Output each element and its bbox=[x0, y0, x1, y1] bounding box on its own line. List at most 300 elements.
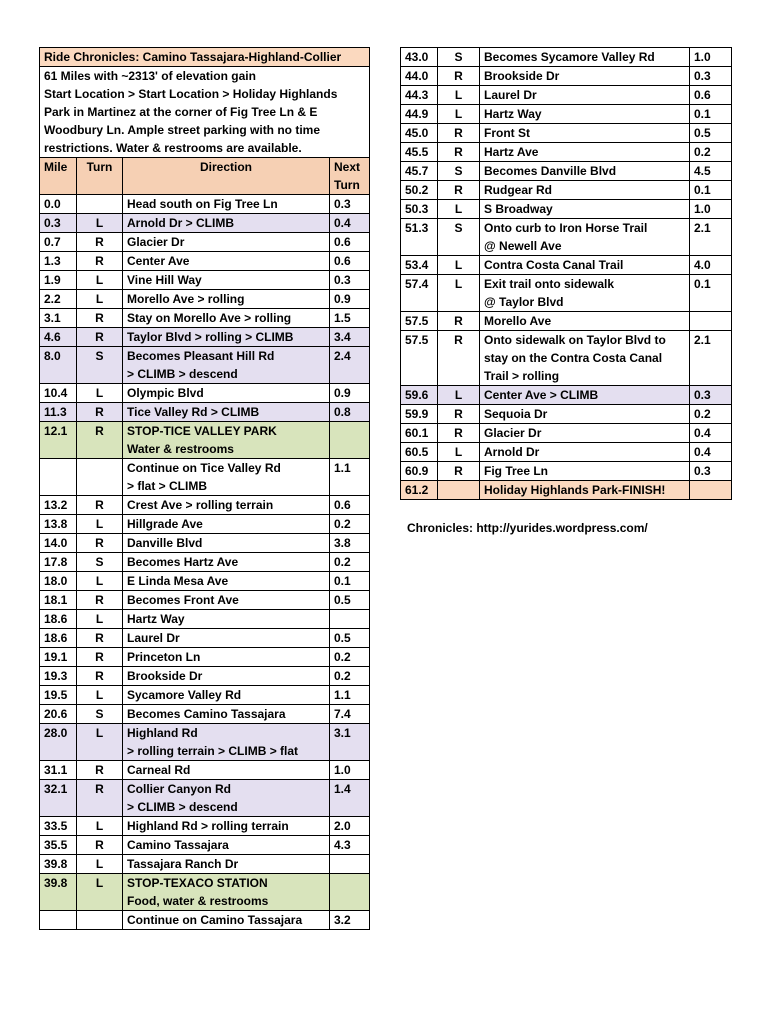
cue-turn: S bbox=[438, 48, 480, 67]
cue-mile: 59.6 bbox=[401, 386, 438, 405]
cue-row bbox=[40, 648, 370, 667]
cue-direction-line: Camino Tassajara bbox=[127, 838, 229, 852]
cue-turn: L bbox=[438, 86, 480, 105]
cue-mile: 13.2 bbox=[40, 496, 77, 515]
header-turn: Turn bbox=[77, 158, 123, 195]
cue-direction bbox=[123, 403, 330, 422]
cue-direction-line: Carneal Rd bbox=[127, 763, 191, 777]
cue-direction bbox=[123, 347, 330, 384]
cue-direction-line: > flat > CLIMB bbox=[127, 479, 208, 493]
cue-next-turn: 1.0 bbox=[330, 761, 370, 780]
cue-row bbox=[401, 105, 732, 124]
cue-next-turn: 1.1 bbox=[330, 459, 370, 496]
cue-row bbox=[401, 405, 732, 424]
cue-direction bbox=[123, 572, 330, 591]
cue-row bbox=[40, 309, 370, 328]
cue-next-turn: 3.1 bbox=[330, 724, 370, 761]
cue-direction bbox=[480, 424, 690, 443]
cue-direction bbox=[480, 48, 690, 67]
cue-mile: 57.5 bbox=[401, 331, 438, 386]
cue-next-turn: 3.4 bbox=[330, 328, 370, 347]
cue-direction bbox=[123, 214, 330, 233]
cue-mile: 43.0 bbox=[401, 48, 438, 67]
cue-row bbox=[40, 195, 370, 214]
cue-direction-line: E Linda Mesa Ave bbox=[127, 574, 229, 588]
cue-direction-line: > CLIMB > descend bbox=[127, 800, 238, 814]
cue-turn: R bbox=[438, 124, 480, 143]
cue-direction-line: Taylor Blvd > rolling > CLIMB bbox=[127, 330, 294, 344]
cue-direction bbox=[480, 386, 690, 405]
cue-direction bbox=[480, 181, 690, 200]
cue-mile: 51.3 bbox=[401, 219, 438, 256]
cue-direction bbox=[480, 143, 690, 162]
cue-row bbox=[401, 424, 732, 443]
cue-direction-line: @ Newell Ave bbox=[484, 239, 562, 253]
cue-row bbox=[401, 275, 732, 312]
cue-row bbox=[40, 761, 370, 780]
cue-mile: 59.9 bbox=[401, 405, 438, 424]
cue-row bbox=[401, 48, 732, 67]
cue-next-turn: 0.6 bbox=[330, 233, 370, 252]
cue-next-turn bbox=[330, 874, 370, 911]
cue-direction bbox=[123, 534, 330, 553]
cue-next-turn: 1.0 bbox=[690, 200, 732, 219]
cue-row bbox=[40, 403, 370, 422]
cue-direction bbox=[480, 405, 690, 424]
cue-direction-line: @ Taylor Blvd bbox=[484, 295, 564, 309]
cue-row bbox=[401, 312, 732, 331]
cue-next-turn: 2.4 bbox=[330, 347, 370, 384]
cue-direction-line: S Broadway bbox=[484, 202, 553, 216]
cue-row bbox=[401, 143, 732, 162]
cue-sheet-right-body bbox=[401, 48, 732, 500]
cue-mile: 31.1 bbox=[40, 761, 77, 780]
cue-turn: R bbox=[77, 761, 123, 780]
cue-row bbox=[40, 686, 370, 705]
info-line: Start Location > Start Location > Holiday Highlands bbox=[44, 87, 338, 101]
cue-turn: L bbox=[77, 572, 123, 591]
cue-turn: R bbox=[77, 534, 123, 553]
cue-next-turn: 7.4 bbox=[330, 705, 370, 724]
cue-mile: 61.2 bbox=[401, 481, 438, 500]
cue-direction-line: Sycamore Valley Rd bbox=[127, 688, 242, 702]
cue-direction-line: Becomes Hartz Ave bbox=[127, 555, 239, 569]
cue-turn: R bbox=[77, 667, 123, 686]
cue-direction bbox=[123, 459, 330, 496]
cue-next-turn: 0.2 bbox=[330, 515, 370, 534]
cue-row bbox=[401, 481, 732, 500]
cue-turn: R bbox=[438, 405, 480, 424]
cue-next-turn: 0.2 bbox=[330, 648, 370, 667]
cue-next-turn: 0.4 bbox=[690, 424, 732, 443]
cue-mile bbox=[40, 911, 77, 930]
chronicles-link-text: Chronicles: http://yurides.wordpress.com/ bbox=[407, 521, 648, 535]
cue-mile: 39.8 bbox=[40, 855, 77, 874]
cue-turn: S bbox=[438, 219, 480, 256]
cue-row bbox=[40, 705, 370, 724]
cue-row bbox=[40, 271, 370, 290]
cue-row bbox=[401, 331, 732, 386]
cue-turn: R bbox=[77, 780, 123, 817]
cue-direction-line: Morello Ave > rolling bbox=[127, 292, 245, 306]
cue-turn: L bbox=[438, 105, 480, 124]
cue-direction-line: Head south on Fig Tree Ln bbox=[127, 197, 278, 211]
cue-turn: R bbox=[77, 328, 123, 347]
cue-row bbox=[40, 591, 370, 610]
cue-turn: R bbox=[438, 424, 480, 443]
cue-direction-line: Becomes Sycamore Valley Rd bbox=[484, 50, 655, 64]
cue-row bbox=[40, 459, 370, 496]
cue-mile: 17.8 bbox=[40, 553, 77, 572]
cue-direction bbox=[123, 667, 330, 686]
cue-mile: 32.1 bbox=[40, 780, 77, 817]
cue-turn: L bbox=[77, 855, 123, 874]
cue-turn bbox=[77, 195, 123, 214]
cue-next-turn: 2.1 bbox=[690, 219, 732, 256]
cue-direction-line: > CLIMB > descend bbox=[127, 367, 238, 381]
cue-next-turn: 0.6 bbox=[330, 252, 370, 271]
cue-direction bbox=[123, 817, 330, 836]
cue-direction-line: Onto curb to Iron Horse Trail bbox=[484, 221, 648, 235]
cue-direction bbox=[123, 610, 330, 629]
cue-direction bbox=[123, 780, 330, 817]
cue-turn: L bbox=[438, 386, 480, 405]
cue-direction bbox=[123, 874, 330, 911]
cue-turn: R bbox=[438, 143, 480, 162]
cue-row bbox=[40, 290, 370, 309]
cue-mile: 0.3 bbox=[40, 214, 77, 233]
cue-direction-line: Tice Valley Rd > CLIMB bbox=[127, 405, 260, 419]
cue-mile: 60.9 bbox=[401, 462, 438, 481]
cue-direction-line: Hartz Way bbox=[484, 107, 542, 121]
cue-next-turn: 2.1 bbox=[690, 331, 732, 386]
cue-row bbox=[401, 86, 732, 105]
cue-sheet-left bbox=[39, 47, 370, 930]
cue-direction-line: Fig Tree Ln bbox=[484, 464, 549, 478]
info-line: Park in Martinez at the corner of Fig Tree Ln & E bbox=[44, 105, 318, 119]
cue-turn: L bbox=[77, 817, 123, 836]
cue-turn: L bbox=[77, 515, 123, 534]
cue-direction-line: Sequoia Dr bbox=[484, 407, 548, 421]
cue-turn: R bbox=[77, 233, 123, 252]
cue-direction-line: Continue on Camino Tassajara bbox=[127, 913, 303, 927]
cue-direction bbox=[480, 162, 690, 181]
cue-row bbox=[40, 553, 370, 572]
cue-next-turn: 0.5 bbox=[330, 629, 370, 648]
cue-turn: S bbox=[77, 347, 123, 384]
cue-next-turn: 0.1 bbox=[690, 105, 732, 124]
cue-turn: L bbox=[77, 271, 123, 290]
cue-next-turn: 0.8 bbox=[330, 403, 370, 422]
cue-mile: 18.0 bbox=[40, 572, 77, 591]
cue-direction-line: Vine Hill Way bbox=[127, 273, 202, 287]
cue-direction-line: Morello Ave bbox=[484, 314, 552, 328]
cue-direction bbox=[123, 496, 330, 515]
cue-direction-line: Hartz Way bbox=[127, 612, 185, 626]
cue-direction-line: Exit trail onto sidewalk bbox=[484, 277, 615, 291]
cue-row bbox=[40, 214, 370, 233]
cue-turn: R bbox=[438, 181, 480, 200]
cue-mile: 44.9 bbox=[401, 105, 438, 124]
cue-next-turn: 0.2 bbox=[330, 553, 370, 572]
cue-direction-line: Holiday Highlands Park-FINISH! bbox=[484, 483, 666, 497]
cue-direction-line: Olympic Blvd bbox=[127, 386, 204, 400]
cue-direction-line: Onto sidewalk on Taylor Blvd to bbox=[484, 333, 666, 347]
cue-turn: R bbox=[438, 67, 480, 86]
cue-direction-line: > rolling terrain > CLIMB > flat bbox=[127, 744, 299, 758]
cue-row bbox=[40, 252, 370, 271]
cue-direction-line: stay on the Contra Costa Canal bbox=[484, 351, 663, 365]
cue-next-turn: 0.3 bbox=[330, 271, 370, 290]
cue-turn: R bbox=[438, 331, 480, 386]
cue-row bbox=[401, 256, 732, 275]
info-row bbox=[40, 67, 370, 158]
cue-mile: 28.0 bbox=[40, 724, 77, 761]
cue-turn: R bbox=[77, 496, 123, 515]
cue-direction bbox=[123, 233, 330, 252]
cue-turn: L bbox=[77, 384, 123, 403]
cue-turn: S bbox=[77, 553, 123, 572]
cue-next-turn bbox=[330, 855, 370, 874]
cue-mile: 0.7 bbox=[40, 233, 77, 252]
cue-next-turn: 0.2 bbox=[690, 405, 732, 424]
cue-direction-line: Glacier Dr bbox=[484, 426, 542, 440]
cue-next-turn: 0.3 bbox=[690, 67, 732, 86]
cue-direction bbox=[123, 855, 330, 874]
cue-direction-line: Center Ave > CLIMB bbox=[484, 388, 599, 402]
cue-mile: 1.3 bbox=[40, 252, 77, 271]
cue-mile: 39.8 bbox=[40, 874, 77, 911]
cue-turn: L bbox=[438, 256, 480, 275]
cue-next-turn bbox=[690, 481, 732, 500]
cue-turn: R bbox=[77, 836, 123, 855]
cue-row bbox=[40, 496, 370, 515]
cue-turn bbox=[77, 459, 123, 496]
cue-next-turn: 3.8 bbox=[330, 534, 370, 553]
cue-turn: R bbox=[438, 462, 480, 481]
cue-direction bbox=[123, 591, 330, 610]
cue-direction bbox=[480, 124, 690, 143]
cue-row bbox=[40, 328, 370, 347]
cue-mile: 12.1 bbox=[40, 422, 77, 459]
cue-direction bbox=[123, 911, 330, 930]
cue-row bbox=[40, 724, 370, 761]
cue-turn: R bbox=[77, 422, 123, 459]
cue-mile: 11.3 bbox=[40, 403, 77, 422]
cue-next-turn: 1.0 bbox=[690, 48, 732, 67]
cue-direction-line: Hillgrade Ave bbox=[127, 517, 203, 531]
cue-row bbox=[40, 836, 370, 855]
cue-next-turn: 0.3 bbox=[690, 462, 732, 481]
cue-direction bbox=[123, 384, 330, 403]
cue-next-turn: 4.0 bbox=[690, 256, 732, 275]
cue-row bbox=[40, 347, 370, 384]
cue-row bbox=[40, 667, 370, 686]
cue-mile: 53.4 bbox=[401, 256, 438, 275]
cue-direction-line: Collier Canyon Rd bbox=[127, 782, 232, 796]
cue-direction-line: Water & restrooms bbox=[127, 442, 234, 456]
cue-next-turn: 0.3 bbox=[330, 195, 370, 214]
cue-turn bbox=[77, 911, 123, 930]
cue-turn: R bbox=[77, 629, 123, 648]
cue-next-turn: 1.5 bbox=[330, 309, 370, 328]
header-direction: Direction bbox=[123, 158, 330, 195]
cue-direction-line: Danville Blvd bbox=[127, 536, 203, 550]
cue-next-turn: 0.4 bbox=[330, 214, 370, 233]
cue-mile: 60.5 bbox=[401, 443, 438, 462]
cue-row bbox=[401, 386, 732, 405]
cue-row bbox=[40, 515, 370, 534]
cue-turn: L bbox=[77, 610, 123, 629]
cue-next-turn: 4.3 bbox=[330, 836, 370, 855]
cue-direction-line: Food, water & restrooms bbox=[127, 894, 269, 908]
cue-mile: 1.9 bbox=[40, 271, 77, 290]
cue-next-turn: 0.5 bbox=[330, 591, 370, 610]
cue-direction-line: Contra Costa Canal Trail bbox=[484, 258, 624, 272]
cue-direction bbox=[123, 553, 330, 572]
cue-direction-line: Glacier Dr bbox=[127, 235, 185, 249]
cue-row bbox=[401, 162, 732, 181]
cue-direction-line: Stay on Morello Ave > rolling bbox=[127, 311, 292, 325]
cue-direction bbox=[480, 275, 690, 312]
cue-turn: L bbox=[77, 724, 123, 761]
cue-next-turn: 0.1 bbox=[690, 181, 732, 200]
cue-turn: R bbox=[438, 312, 480, 331]
cue-direction bbox=[480, 105, 690, 124]
cue-direction bbox=[480, 443, 690, 462]
cue-row bbox=[40, 780, 370, 817]
cue-next-turn: 0.9 bbox=[330, 384, 370, 403]
cue-direction-line: Brookside Dr bbox=[484, 69, 560, 83]
cue-next-turn: 0.6 bbox=[330, 496, 370, 515]
cue-direction bbox=[123, 686, 330, 705]
cue-next-turn bbox=[690, 312, 732, 331]
cue-direction bbox=[480, 312, 690, 331]
cue-direction bbox=[480, 200, 690, 219]
cue-direction bbox=[123, 309, 330, 328]
header-mile: Mile bbox=[40, 158, 77, 195]
cue-direction bbox=[480, 256, 690, 275]
cue-direction-line: STOP-TICE VALLEY PARK bbox=[127, 424, 277, 438]
cue-turn: R bbox=[77, 591, 123, 610]
cue-mile: 18.6 bbox=[40, 610, 77, 629]
cue-mile: 18.6 bbox=[40, 629, 77, 648]
cue-mile: 20.6 bbox=[40, 705, 77, 724]
cue-row bbox=[401, 443, 732, 462]
cue-next-turn bbox=[330, 610, 370, 629]
cue-direction bbox=[123, 252, 330, 271]
cue-turn: R bbox=[77, 403, 123, 422]
cue-direction-line: Highland Rd bbox=[127, 726, 198, 740]
cue-direction-line: Laurel Dr bbox=[127, 631, 180, 645]
cue-mile: 45.7 bbox=[401, 162, 438, 181]
cue-mile: 2.2 bbox=[40, 290, 77, 309]
cue-next-turn: 1.1 bbox=[330, 686, 370, 705]
cue-row bbox=[40, 534, 370, 553]
info-line: Woodbury Ln. Ample street parking with no time bbox=[44, 123, 321, 137]
cue-turn: S bbox=[438, 162, 480, 181]
cue-mile: 13.8 bbox=[40, 515, 77, 534]
cue-direction-line: Becomes Danville Blvd bbox=[484, 164, 617, 178]
cue-direction bbox=[123, 422, 330, 459]
cue-mile: 0.0 bbox=[40, 195, 77, 214]
cue-direction-line: Trail > rolling bbox=[484, 369, 560, 383]
cue-mile: 50.3 bbox=[401, 200, 438, 219]
cue-direction bbox=[123, 836, 330, 855]
cue-direction bbox=[123, 328, 330, 347]
cue-row bbox=[401, 181, 732, 200]
cue-direction-line: Brookside Dr bbox=[127, 669, 203, 683]
cue-mile: 44.3 bbox=[401, 86, 438, 105]
cue-turn: L bbox=[438, 443, 480, 462]
cue-direction-line: Laurel Dr bbox=[484, 88, 537, 102]
cue-turn: L bbox=[77, 214, 123, 233]
cue-row bbox=[40, 855, 370, 874]
title-row bbox=[40, 48, 370, 67]
cue-mile: 4.6 bbox=[40, 328, 77, 347]
cue-direction-line: Hartz Ave bbox=[484, 145, 539, 159]
cue-mile: 57.4 bbox=[401, 275, 438, 312]
cue-next-turn: 1.4 bbox=[330, 780, 370, 817]
cue-direction-line: Highland Rd > rolling terrain bbox=[127, 819, 289, 833]
cue-row bbox=[40, 874, 370, 911]
cue-direction bbox=[123, 271, 330, 290]
cue-next-turn: 0.2 bbox=[690, 143, 732, 162]
cue-direction bbox=[480, 481, 690, 500]
cue-direction-line: Rudgear Rd bbox=[484, 183, 553, 197]
cue-next-turn: 4.5 bbox=[690, 162, 732, 181]
cue-next-turn: 0.5 bbox=[690, 124, 732, 143]
cue-row bbox=[40, 572, 370, 591]
cue-row bbox=[401, 462, 732, 481]
cue-row bbox=[40, 422, 370, 459]
cue-direction-line: STOP-TEXACO STATION bbox=[127, 876, 268, 890]
cue-row bbox=[401, 124, 732, 143]
cue-direction-line: Crest Ave > rolling terrain bbox=[127, 498, 274, 512]
cue-mile: 3.1 bbox=[40, 309, 77, 328]
cue-turn: R bbox=[77, 309, 123, 328]
ride-title: Ride Chronicles: Camino Tassajara-Highland-Collier bbox=[40, 48, 370, 67]
cue-turn: R bbox=[77, 252, 123, 271]
cue-row bbox=[401, 200, 732, 219]
cue-direction-line: Continue on Tice Valley Rd bbox=[127, 461, 281, 475]
cue-direction bbox=[123, 629, 330, 648]
cue-turn: L bbox=[438, 200, 480, 219]
cue-direction-line: Becomes Camino Tassajara bbox=[127, 707, 286, 721]
cue-row bbox=[40, 610, 370, 629]
cue-direction-line: Becomes Pleasant Hill Rd bbox=[127, 349, 275, 363]
cue-mile: 35.5 bbox=[40, 836, 77, 855]
cue-turn: L bbox=[438, 275, 480, 312]
cue-mile: 14.0 bbox=[40, 534, 77, 553]
cue-row bbox=[40, 911, 370, 930]
cue-direction bbox=[123, 761, 330, 780]
cue-mile: 60.1 bbox=[401, 424, 438, 443]
cue-next-turn: 0.3 bbox=[690, 386, 732, 405]
cue-turn bbox=[438, 481, 480, 500]
cue-direction bbox=[123, 705, 330, 724]
cue-direction bbox=[480, 462, 690, 481]
cue-direction bbox=[123, 648, 330, 667]
cue-sheet-left-body bbox=[40, 48, 370, 930]
header-next-turn: Next Turn bbox=[330, 158, 370, 195]
cue-next-turn: 0.1 bbox=[330, 572, 370, 591]
cue-mile: 10.4 bbox=[40, 384, 77, 403]
cue-next-turn: 0.4 bbox=[690, 443, 732, 462]
cue-mile: 19.3 bbox=[40, 667, 77, 686]
cue-turn: R bbox=[77, 648, 123, 667]
cue-turn: S bbox=[77, 705, 123, 724]
